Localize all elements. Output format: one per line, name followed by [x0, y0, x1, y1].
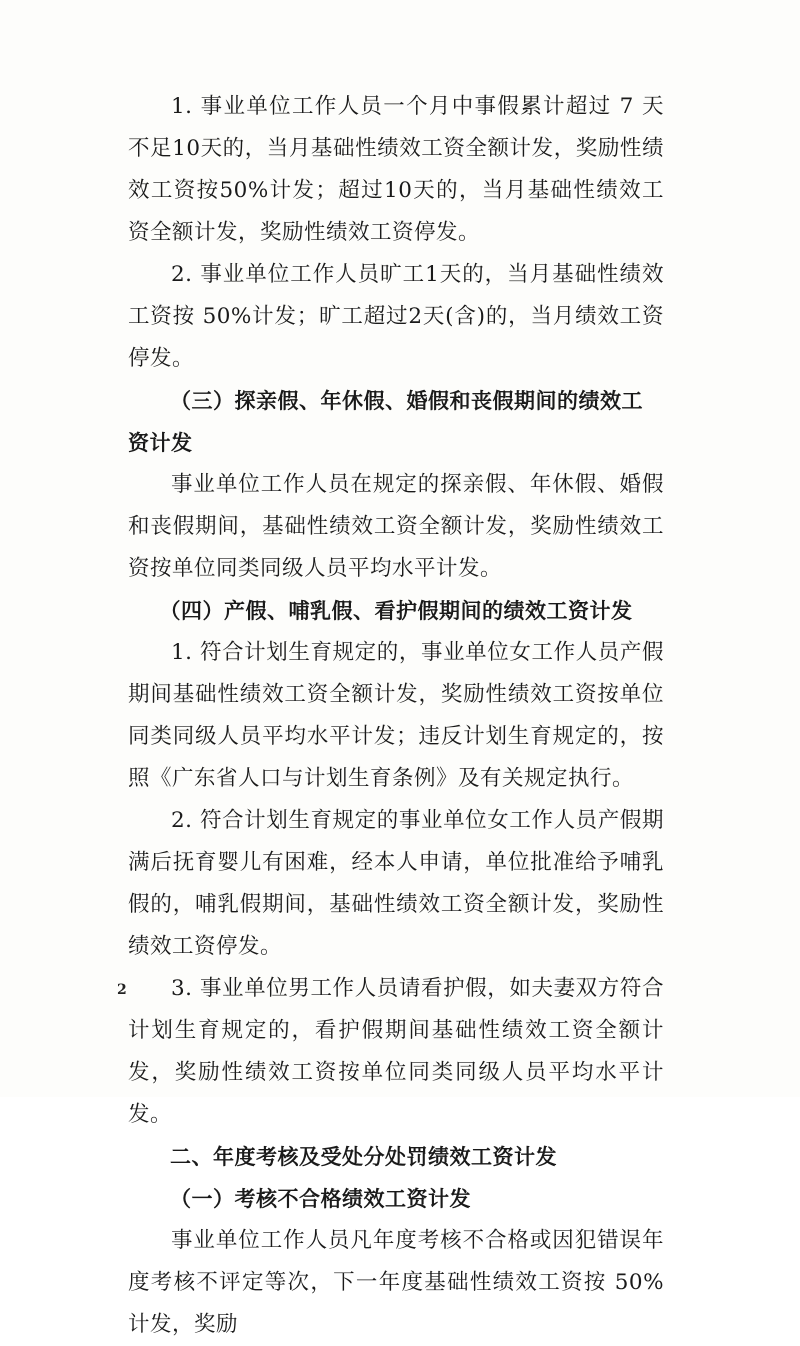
paragraph-absenteeism: 2. 事业单位工作人员旷工1天的，当月基础性绩效工资按 50%计发；旷工超过2天(含)的，当月绩效工资停发。: [128, 262, 664, 371]
paragraph-maternity-leave: 1. 符合计划生育规定的，事业单位女工作人员产假期间基础性绩效工资全额计发，奖励性绩效工资按单位同类同级人员平均水平计发；违反计划生育规定的，按照《广东省人口与计划生育条例》及有关规定执行。: [128, 640, 664, 791]
paragraph-nursing-leave: 2. 符合计划生育规定的事业单位女工作人员产假期满后抚育婴儿有困难，经本人申请，单位批准给予哺乳假的，哺乳假期间，基础性绩效工资全额计发，奖励性绩效工资停发。: [128, 808, 664, 959]
page-number: 2: [117, 982, 127, 998]
heading-family-annual-marriage-funeral-leave: （三）探亲假、年休假、婚假和丧假期间的绩效工资计发: [128, 389, 643, 455]
paragraph-failed-assessment: 事业单位工作人员凡年度考核不合格或因犯错误年度考核不评定等次，下一年度基础性绩效工资按 50%计发，奖励: [128, 1228, 664, 1337]
heading-annual-assessment-penalty: 二、年度考核及受处分处罚绩效工资计发: [170, 1145, 557, 1169]
heading-maternity-nursing-care-leave: （四）产假、哺乳假、看护假期间的绩效工资计发: [159, 599, 633, 623]
paragraph-paternity-care-leave: 3. 事业单位男工作人员请看护假，如夫妻双方符合计划生育规定的，看护假期间基础性绩效工资全额计发，奖励性绩效工资按单位同类同级人员平均水平计发。: [128, 976, 664, 1127]
paragraph-personal-leave-1: 1. 事业单位工作人员一个月中事假累计超过 7 天不足10天的，当月基础性绩效工资全额计发，奖励性绩效工资按50%计发；超过10天的，当月基础性绩效工资全额计发，奖励性绩效工资停发。: [128, 94, 664, 245]
heading-failed-assessment: （一）考核不合格绩效工资计发: [170, 1187, 471, 1211]
paragraph-family-annual-leave: 事业单位工作人员在规定的探亲假、年休假、婚假和丧假期间，基础性绩效工资全额计发，奖励性绩效工资按单位同类同级人员平均水平计发。: [128, 472, 664, 581]
document-body: [128, 86, 664, 1346]
